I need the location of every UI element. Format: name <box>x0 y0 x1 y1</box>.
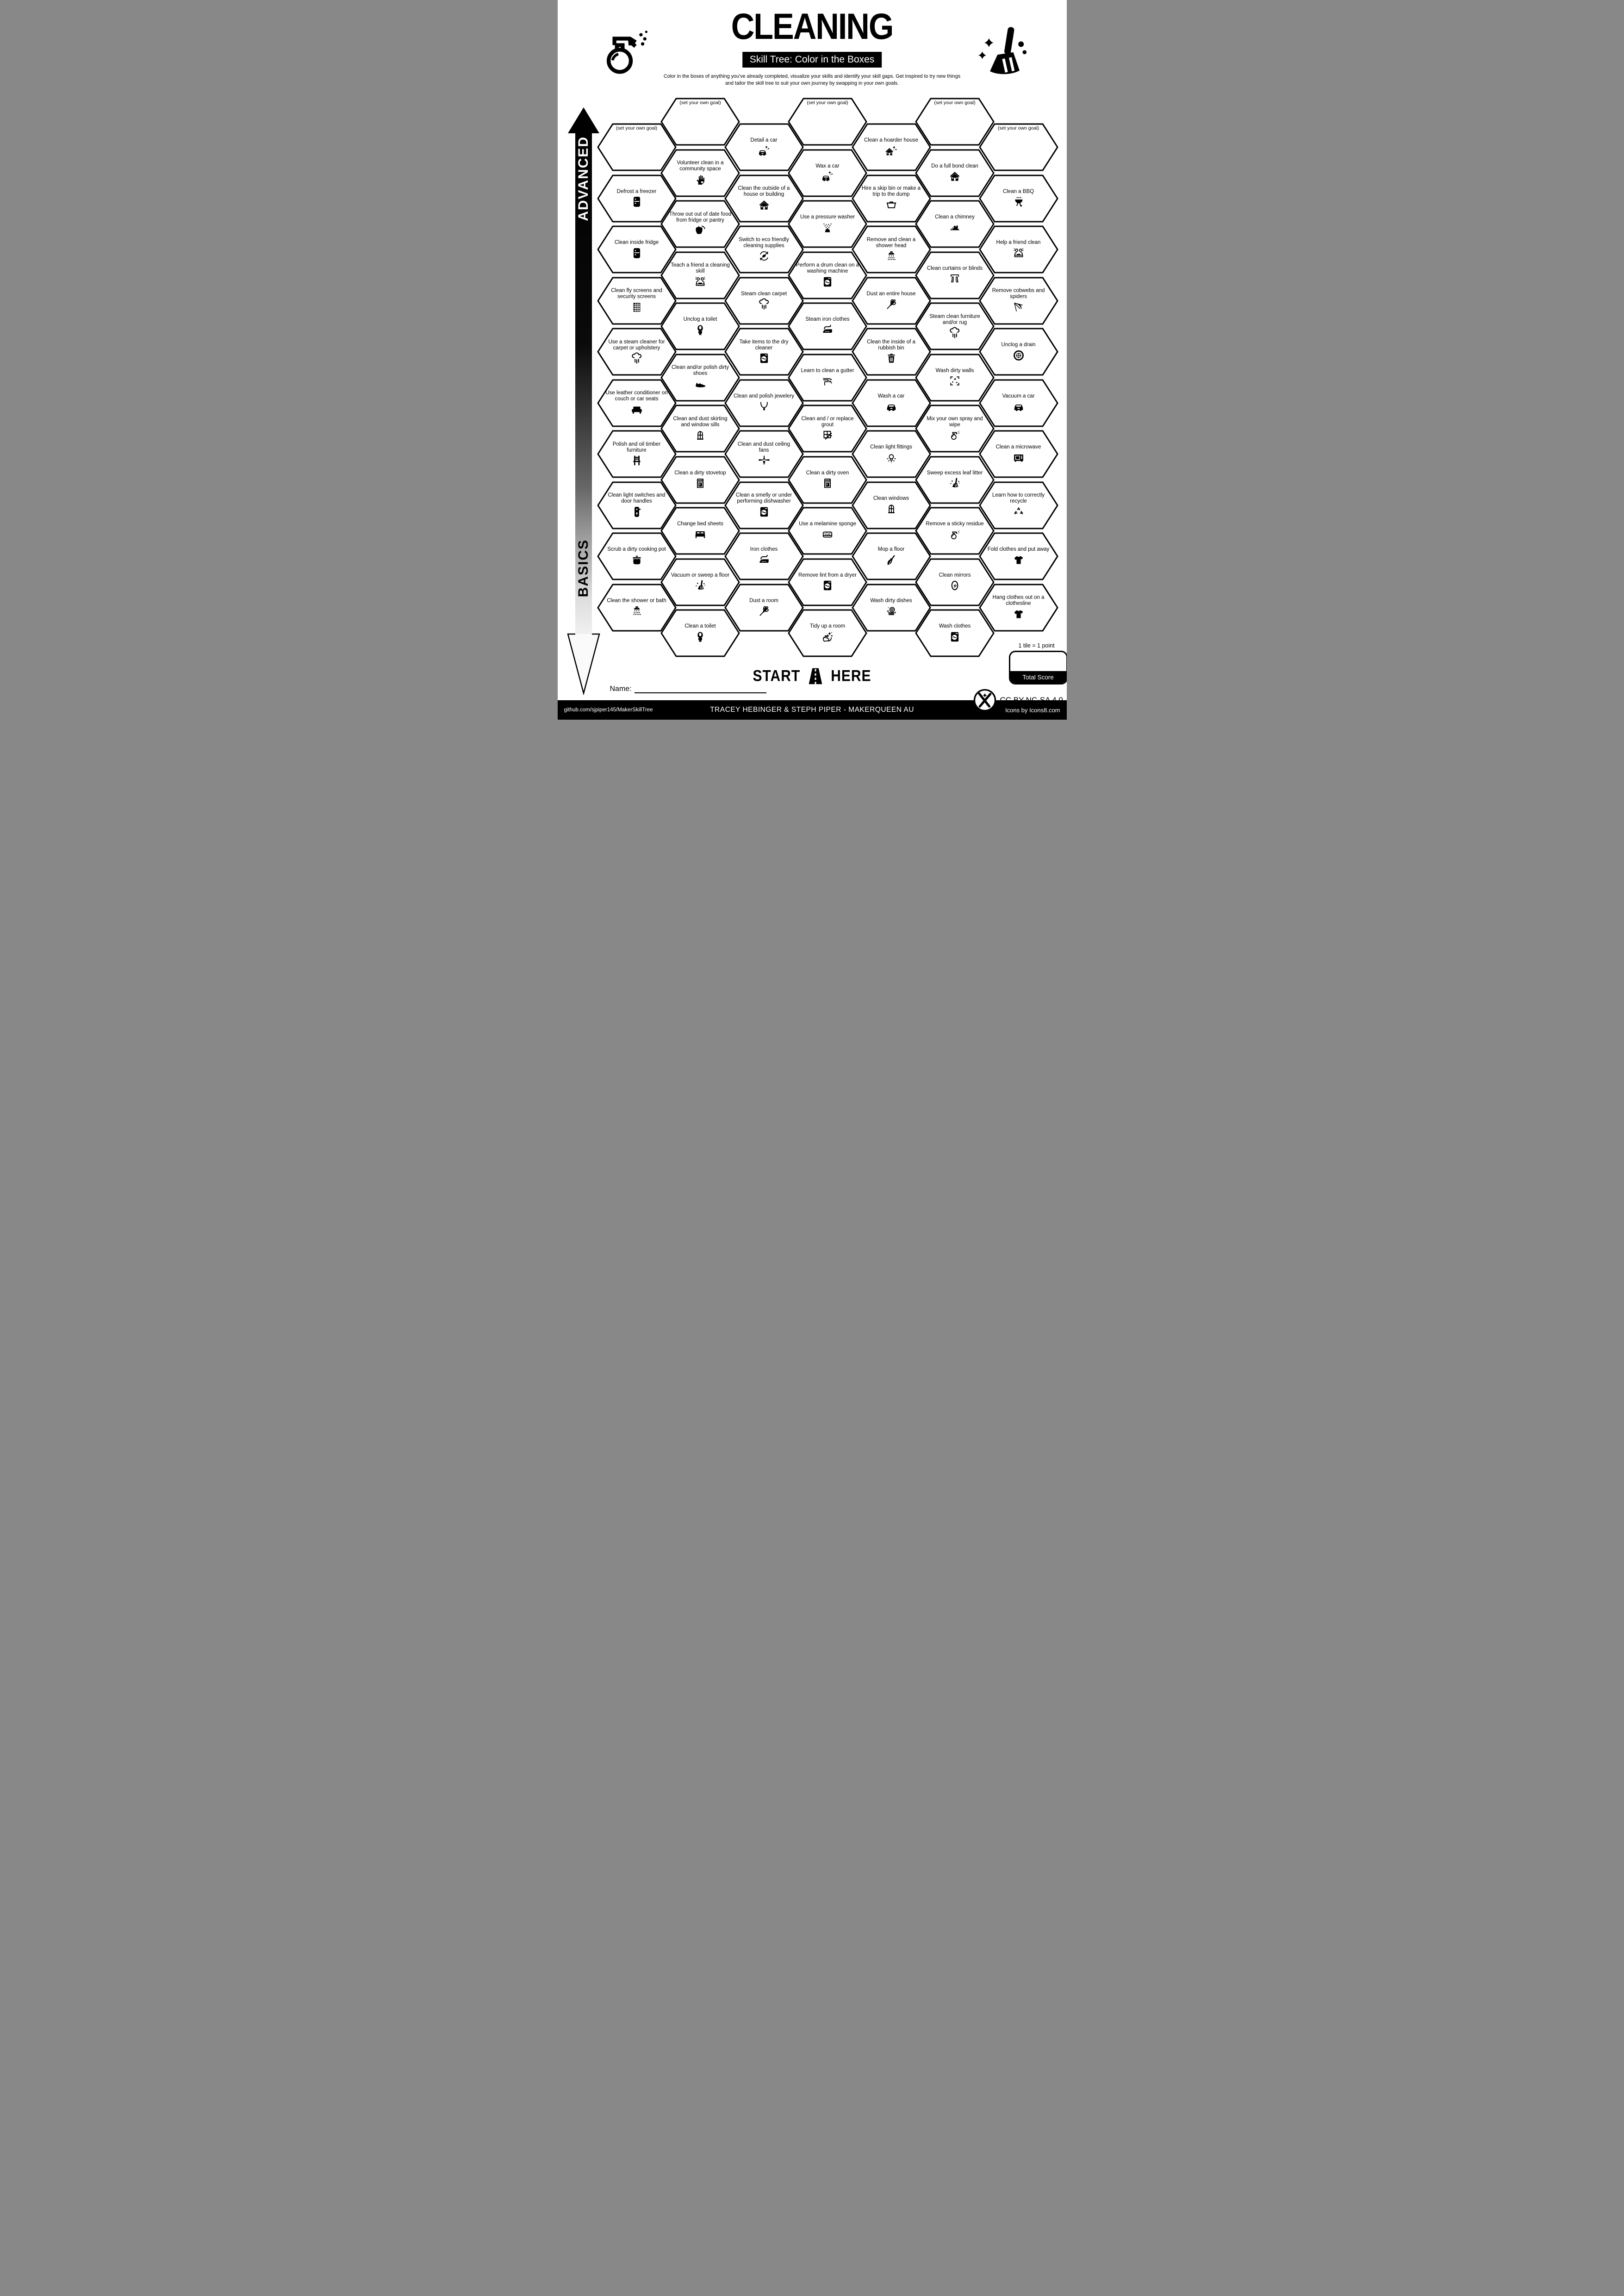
eco-icon <box>758 250 770 262</box>
microwave-icon <box>1013 452 1025 464</box>
score-note: 1 tile = 1 point <box>1018 642 1055 649</box>
tile-label: Clean a hoarder house <box>864 137 918 143</box>
web-icon <box>1013 301 1025 313</box>
broom-icon <box>694 579 706 591</box>
tile-label: Teach a friend a cleaning skill <box>671 262 730 274</box>
tile-label: Clean the shower or bath <box>607 597 666 604</box>
tile-label: Clean and/or polish dirty shoes <box>671 365 729 376</box>
license-row <box>973 689 1063 712</box>
steam-icon <box>949 327 961 339</box>
hands-icon <box>821 631 834 643</box>
hex-tile[interactable] <box>979 123 1058 172</box>
tile-label: Learn how to correctly recycle <box>992 492 1045 504</box>
toilet-icon <box>694 631 706 643</box>
tile-label: Remove lint from a dryer <box>798 572 857 578</box>
fridge-icon <box>631 196 643 208</box>
house-icon <box>949 170 961 182</box>
housespark-icon <box>885 145 897 157</box>
tile-label: Fold clothes and put away <box>987 547 1050 553</box>
tile-label: (set your own goal) <box>807 100 848 106</box>
hex-tile[interactable] <box>979 481 1058 530</box>
stove-icon <box>821 477 834 489</box>
curtain-icon <box>949 273 961 285</box>
carspark-icon <box>758 145 770 157</box>
hex-tile[interactable] <box>979 583 1058 632</box>
mop-icon <box>885 554 897 566</box>
fridge-icon <box>631 247 643 259</box>
tile-label: Clean inside fridge <box>614 240 659 246</box>
broom-icon <box>949 477 961 489</box>
tile-label: Clean a toilet <box>684 623 716 629</box>
tile-label: Wash clothes <box>939 623 971 629</box>
car-icon <box>1013 400 1025 412</box>
page-description: Color in the boxes of anything you've already completed, visualize your skills and identify your skill gaps. Get inspired to try new things and tailor the skill tree to suit your own journey by swapping in your own goals. <box>663 74 961 86</box>
name-label: Name: <box>610 685 632 693</box>
tile-label: (set your own goal) <box>997 125 1039 131</box>
tile-label: Switch to eco friendly cleaning supplies <box>739 236 789 249</box>
tile-label: Use a steam cleaner for carpet or upholstery <box>608 339 665 351</box>
here-label: HERE <box>831 667 871 685</box>
tile-label: Polish and oil timber furniture <box>612 441 661 453</box>
total-score-label: Total Score <box>1010 671 1066 683</box>
iron-icon <box>821 324 834 336</box>
tools-badge-icon <box>973 689 996 712</box>
hex-tile[interactable] <box>979 532 1058 581</box>
tile-label: (set your own goal) <box>679 100 721 106</box>
dishwasher-icon <box>758 506 770 518</box>
hex-tile[interactable] <box>979 225 1058 274</box>
tile-label: Clean a BBQ <box>1002 188 1034 194</box>
tile-label: Unclog a drain <box>1001 342 1036 348</box>
house-icon <box>758 199 770 211</box>
iron-icon <box>758 554 770 566</box>
difficulty-axis <box>567 106 600 695</box>
bbq-icon <box>1013 196 1025 208</box>
start-label: START <box>753 667 801 685</box>
tile-label: Help a friend clean <box>996 240 1041 246</box>
hex-tile[interactable] <box>979 327 1058 376</box>
tile-label: Scrub a dirty cooking pot <box>607 547 666 553</box>
tile-label: Remove and clean a shower head <box>866 236 916 249</box>
handle-icon <box>631 506 643 518</box>
tile-label: Vacuum a car <box>1002 393 1035 399</box>
axis-advanced-label: ADVANCED <box>575 136 591 221</box>
tile-label: Dust an entire house <box>866 291 916 297</box>
tile-label: Do a full bond clean <box>931 163 978 169</box>
grid-icon <box>631 301 643 313</box>
tile-label: Clean and dust skirting and window sills <box>673 416 728 428</box>
trash-icon <box>885 352 897 364</box>
tile-label: Clean and dust ceiling fans <box>737 441 790 453</box>
wash-icon <box>949 631 961 643</box>
carspark-icon <box>821 170 834 182</box>
tile-label: Mix your own spray and wipe <box>927 416 983 428</box>
shower-icon <box>631 605 643 617</box>
grout-icon <box>821 429 834 441</box>
tile-label: Unclog a toilet <box>683 317 717 323</box>
tile-label: Iron clothes <box>750 547 778 553</box>
chimney-icon <box>949 222 961 234</box>
tile-label: Clean light switches and door handles <box>608 492 666 504</box>
tile-label: Remove a sticky residue <box>926 521 984 527</box>
tile-label: Hire a skip bin or make a trip to the dump <box>861 186 921 197</box>
tile-label: Wash a car <box>877 393 905 399</box>
steam-icon <box>758 298 770 310</box>
tile-label: Wash dirty dishes <box>870 597 912 604</box>
sofa-icon <box>631 404 643 416</box>
hand-icon <box>694 174 706 186</box>
tile-label: Clean the outside of a house or building <box>738 186 790 197</box>
total-score-box[interactable] <box>1009 651 1067 684</box>
tile-label: Take items to the dry cleaner <box>739 339 789 351</box>
tile-label: Wax a car <box>815 163 840 169</box>
dryer-icon <box>821 579 834 591</box>
spray-icon <box>949 529 961 541</box>
tile-label: Throw out out of date food from fridge or pantry <box>669 211 732 223</box>
tile-label: Clean light fittings <box>870 444 912 450</box>
tile-label: Steam clean carpet <box>740 291 787 297</box>
tile-label: Clean the inside of a rubbish bin <box>867 339 915 351</box>
tile-label: Dust a room <box>749 597 778 604</box>
tile-label: Perform a drum clean on a washing machine <box>796 262 859 274</box>
tile-label: Use a melamine sponge <box>798 521 856 527</box>
necklace-icon <box>758 400 770 412</box>
hex-tile[interactable] <box>979 276 1058 325</box>
shirt-icon <box>1013 554 1025 566</box>
page-title: CLEANING <box>731 6 893 47</box>
spray-icon <box>949 429 961 441</box>
drain-icon <box>1013 349 1025 361</box>
sponge-icon <box>821 529 834 541</box>
window-icon <box>885 503 897 515</box>
tile-label: Remove cobwebs and spiders <box>992 288 1045 299</box>
wall-icon <box>949 375 961 387</box>
steam-icon <box>631 352 643 364</box>
tile-label: Learn to clean a gutter <box>801 367 854 373</box>
wash-icon <box>821 276 834 288</box>
tile-label: Defrost a freezer <box>616 188 657 194</box>
stove-icon <box>694 477 706 489</box>
cleaning-skill-tree-page <box>558 0 1067 720</box>
tile-label: Clean a chimney <box>935 214 975 220</box>
gutter-icon <box>821 375 834 387</box>
chair-icon <box>631 454 643 467</box>
tile-label: Mop a floor <box>877 547 905 553</box>
dishes-icon <box>885 605 897 617</box>
hex-tile[interactable] <box>979 174 1058 223</box>
pressure-icon <box>821 222 834 234</box>
tile-label: Steam iron clothes <box>805 317 850 323</box>
tile-label: Sweep excess leaf litter <box>927 470 983 476</box>
tile-label: Clean a dirty oven <box>806 470 849 476</box>
name-field <box>610 684 766 693</box>
road-icon <box>805 666 826 687</box>
tile-label: (set your own goal) <box>934 100 976 106</box>
duster-icon <box>885 298 897 310</box>
hex-tile[interactable] <box>979 379 1058 428</box>
tile-label: Clean curtains or blinds <box>927 265 983 271</box>
footer-github: github.com/sjpiper145/MakerSkillTree <box>564 707 653 713</box>
shower-icon <box>885 250 897 262</box>
bed-icon <box>694 529 706 541</box>
tile-label: (set your own goal) <box>616 125 658 131</box>
mirror-icon <box>949 579 961 591</box>
page-subtitle: Skill Tree: Color in the Boxes <box>742 52 882 68</box>
toilet-icon <box>694 324 706 336</box>
footer-icons-credit: Icons by Icons8.com <box>1005 706 1060 714</box>
pot-icon <box>631 554 643 566</box>
tile-label: Steam clean furniture and/or rug <box>929 313 980 325</box>
license-label: CC BY-NC-SA 4.0 <box>1000 696 1063 704</box>
tile-label: Use a pressure washer <box>800 214 855 220</box>
people-icon <box>1013 247 1025 259</box>
tile-label: Clean fly screens and security screens <box>611 288 662 299</box>
wash-icon <box>758 352 770 364</box>
tile-label: Vacuum or sweep a floor <box>671 572 730 578</box>
tile-label: Clean a microwave <box>996 444 1041 450</box>
people-icon <box>694 276 706 288</box>
tile-label: Change bed sheets <box>677 521 723 527</box>
broom-icon <box>972 23 1032 83</box>
food-icon <box>694 224 706 236</box>
tile-label: Clean and / or replace grout <box>801 416 854 428</box>
skip-icon <box>885 199 897 211</box>
fan-icon <box>758 454 770 467</box>
tile-label: Clean a smelly or under performing dishwasher <box>735 492 792 504</box>
footer-credits: TRACEY HEBINGER & STEPH PIPER - MAKERQUEEN AU <box>710 706 914 714</box>
hex-tile[interactable] <box>979 429 1058 479</box>
duster-icon <box>758 605 770 617</box>
tile-label: Clean windows <box>873 495 909 501</box>
car-icon <box>885 400 897 412</box>
tile-label: Volunteer clean in a community space <box>677 160 724 172</box>
bulb-icon <box>885 452 897 464</box>
axis-basics-label: BASICS <box>575 539 591 597</box>
tile-label: Detail a car <box>750 137 778 143</box>
tile-label: Clean and polish jewelery <box>733 393 795 399</box>
tile-label: Clean a dirty stovetop <box>674 470 726 476</box>
tile-label: Use leather conditioner on couch or car seats <box>605 390 668 402</box>
tile-label: Tidy up a room <box>809 623 846 629</box>
shirt-icon <box>1013 608 1025 620</box>
tile-label: Wash dirty walls <box>935 367 974 373</box>
recycle-icon <box>1013 506 1025 518</box>
tile-label: Clean mirrors <box>939 572 971 578</box>
tile-label: Hang clothes out on a clothesline <box>992 595 1045 606</box>
name-input-line[interactable] <box>635 684 766 693</box>
window-icon <box>694 429 706 441</box>
shoe-icon <box>694 378 706 390</box>
